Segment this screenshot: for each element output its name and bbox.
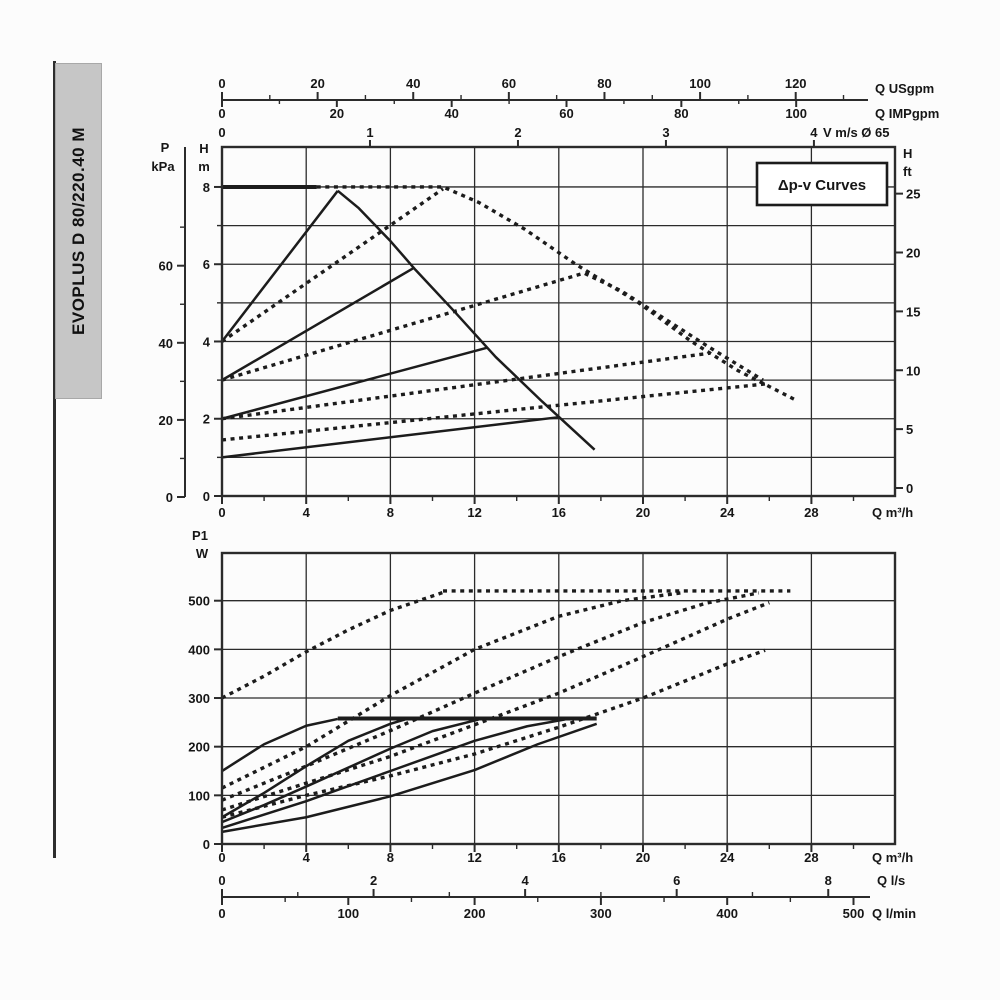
power-y-axis-w xyxy=(188,528,222,852)
svg-text:Q m³/h: Q m³/h xyxy=(872,850,914,865)
svg-text:24: 24 xyxy=(719,850,735,865)
svg-text:20: 20 xyxy=(635,505,651,520)
svg-text:40: 40 xyxy=(158,335,173,351)
svg-text:ft: ft xyxy=(903,164,912,179)
svg-text:4: 4 xyxy=(302,505,310,520)
head-y-axis-kpa xyxy=(151,140,185,505)
svg-text:0: 0 xyxy=(218,850,226,865)
svg-text:Q l/s: Q l/s xyxy=(877,873,906,888)
svg-text:20: 20 xyxy=(635,850,651,865)
svg-text:0: 0 xyxy=(218,76,226,91)
svg-text:28: 28 xyxy=(804,850,819,865)
svg-text:8: 8 xyxy=(386,505,395,520)
svg-text:100: 100 xyxy=(188,788,210,804)
svg-text:80: 80 xyxy=(597,76,612,91)
head-chart-curves xyxy=(222,187,795,457)
svg-text:P: P xyxy=(160,140,170,155)
svg-text:0: 0 xyxy=(202,489,210,504)
svg-text:16: 16 xyxy=(551,850,567,865)
svg-text:0: 0 xyxy=(906,481,914,496)
svg-text:6: 6 xyxy=(673,873,681,888)
svg-text:4: 4 xyxy=(521,873,529,888)
svg-text:300: 300 xyxy=(590,906,612,921)
svg-text:300: 300 xyxy=(188,691,210,707)
svg-text:40: 40 xyxy=(444,106,459,121)
svg-text:80: 80 xyxy=(674,106,689,121)
svg-text:10: 10 xyxy=(906,363,921,379)
svg-text:12: 12 xyxy=(467,505,482,520)
head-x-axis-impgpm xyxy=(218,100,939,121)
svg-text:H: H xyxy=(199,141,209,156)
svg-text:1: 1 xyxy=(366,125,374,140)
svg-text:16: 16 xyxy=(551,505,567,520)
head-y-axis-ft xyxy=(895,146,920,496)
svg-text:P1: P1 xyxy=(192,528,208,543)
power-x-axis-m3h xyxy=(218,844,913,865)
svg-text:8: 8 xyxy=(202,179,210,195)
svg-text:Q IMPgpm: Q IMPgpm xyxy=(875,106,940,121)
svg-text:8: 8 xyxy=(824,873,832,888)
svg-text:100: 100 xyxy=(785,106,808,121)
svg-text:60: 60 xyxy=(501,76,517,91)
svg-text:0: 0 xyxy=(218,125,226,140)
svg-text:500: 500 xyxy=(188,593,210,609)
svg-text:m: m xyxy=(198,159,210,174)
svg-text:20: 20 xyxy=(329,106,345,121)
svg-text:H: H xyxy=(903,146,913,161)
svg-text:Q USgpm: Q USgpm xyxy=(875,81,935,96)
svg-text:0: 0 xyxy=(218,873,226,888)
svg-text:400: 400 xyxy=(188,642,210,658)
svg-text:120: 120 xyxy=(784,76,807,91)
head-y-axis-m xyxy=(198,141,222,504)
svg-text:400: 400 xyxy=(716,906,739,921)
svg-text:2: 2 xyxy=(514,125,522,140)
svg-text:2: 2 xyxy=(202,411,210,427)
svg-text:3: 3 xyxy=(662,125,670,140)
svg-text:28: 28 xyxy=(804,505,819,520)
svg-text:0: 0 xyxy=(218,906,226,921)
svg-text:12: 12 xyxy=(467,850,482,865)
svg-text:Δp-v Curves: Δp-v Curves xyxy=(777,177,867,194)
power-chart-grid xyxy=(222,553,895,844)
svg-text:100: 100 xyxy=(689,76,711,91)
svg-text:Q l/min: Q l/min xyxy=(872,906,917,921)
svg-text:20: 20 xyxy=(906,245,921,261)
model-banner-label: EVOPLUS D 80/220.40 M xyxy=(68,127,88,335)
svg-text:20: 20 xyxy=(158,412,173,428)
svg-text:kPa: kPa xyxy=(151,159,175,174)
svg-text:W: W xyxy=(195,546,209,561)
power-x-axis-ls-lmin xyxy=(218,873,916,921)
head-x-axis-usgpm xyxy=(218,76,934,100)
svg-text:20: 20 xyxy=(310,76,325,91)
head-x-axis-m3h xyxy=(218,496,913,520)
svg-text:200: 200 xyxy=(463,906,486,921)
svg-text:60: 60 xyxy=(158,258,173,274)
svg-text:0: 0 xyxy=(165,490,173,505)
svg-text:0: 0 xyxy=(218,106,226,121)
svg-text:5: 5 xyxy=(906,422,914,438)
svg-text:4: 4 xyxy=(202,334,210,350)
svg-text:25: 25 xyxy=(906,186,921,202)
svg-text:V m/s Ø 65: V m/s Ø 65 xyxy=(823,125,890,140)
svg-text:500: 500 xyxy=(842,906,865,921)
svg-text:8: 8 xyxy=(386,850,395,865)
svg-text:200: 200 xyxy=(188,739,210,755)
svg-text:2: 2 xyxy=(369,873,378,888)
svg-text:40: 40 xyxy=(406,76,421,91)
svg-text:60: 60 xyxy=(559,106,574,121)
dpv-curves-box xyxy=(757,163,887,205)
svg-text:Q m³/h: Q m³/h xyxy=(872,505,914,520)
head-x-axis-velocity xyxy=(218,125,889,147)
svg-text:6: 6 xyxy=(202,257,210,273)
svg-text:0: 0 xyxy=(202,837,210,852)
svg-text:15: 15 xyxy=(906,304,921,320)
svg-text:100: 100 xyxy=(337,906,360,921)
svg-text:24: 24 xyxy=(719,505,735,520)
svg-text:0: 0 xyxy=(218,505,226,520)
svg-text:4: 4 xyxy=(302,850,310,865)
svg-text:4: 4 xyxy=(810,125,818,140)
